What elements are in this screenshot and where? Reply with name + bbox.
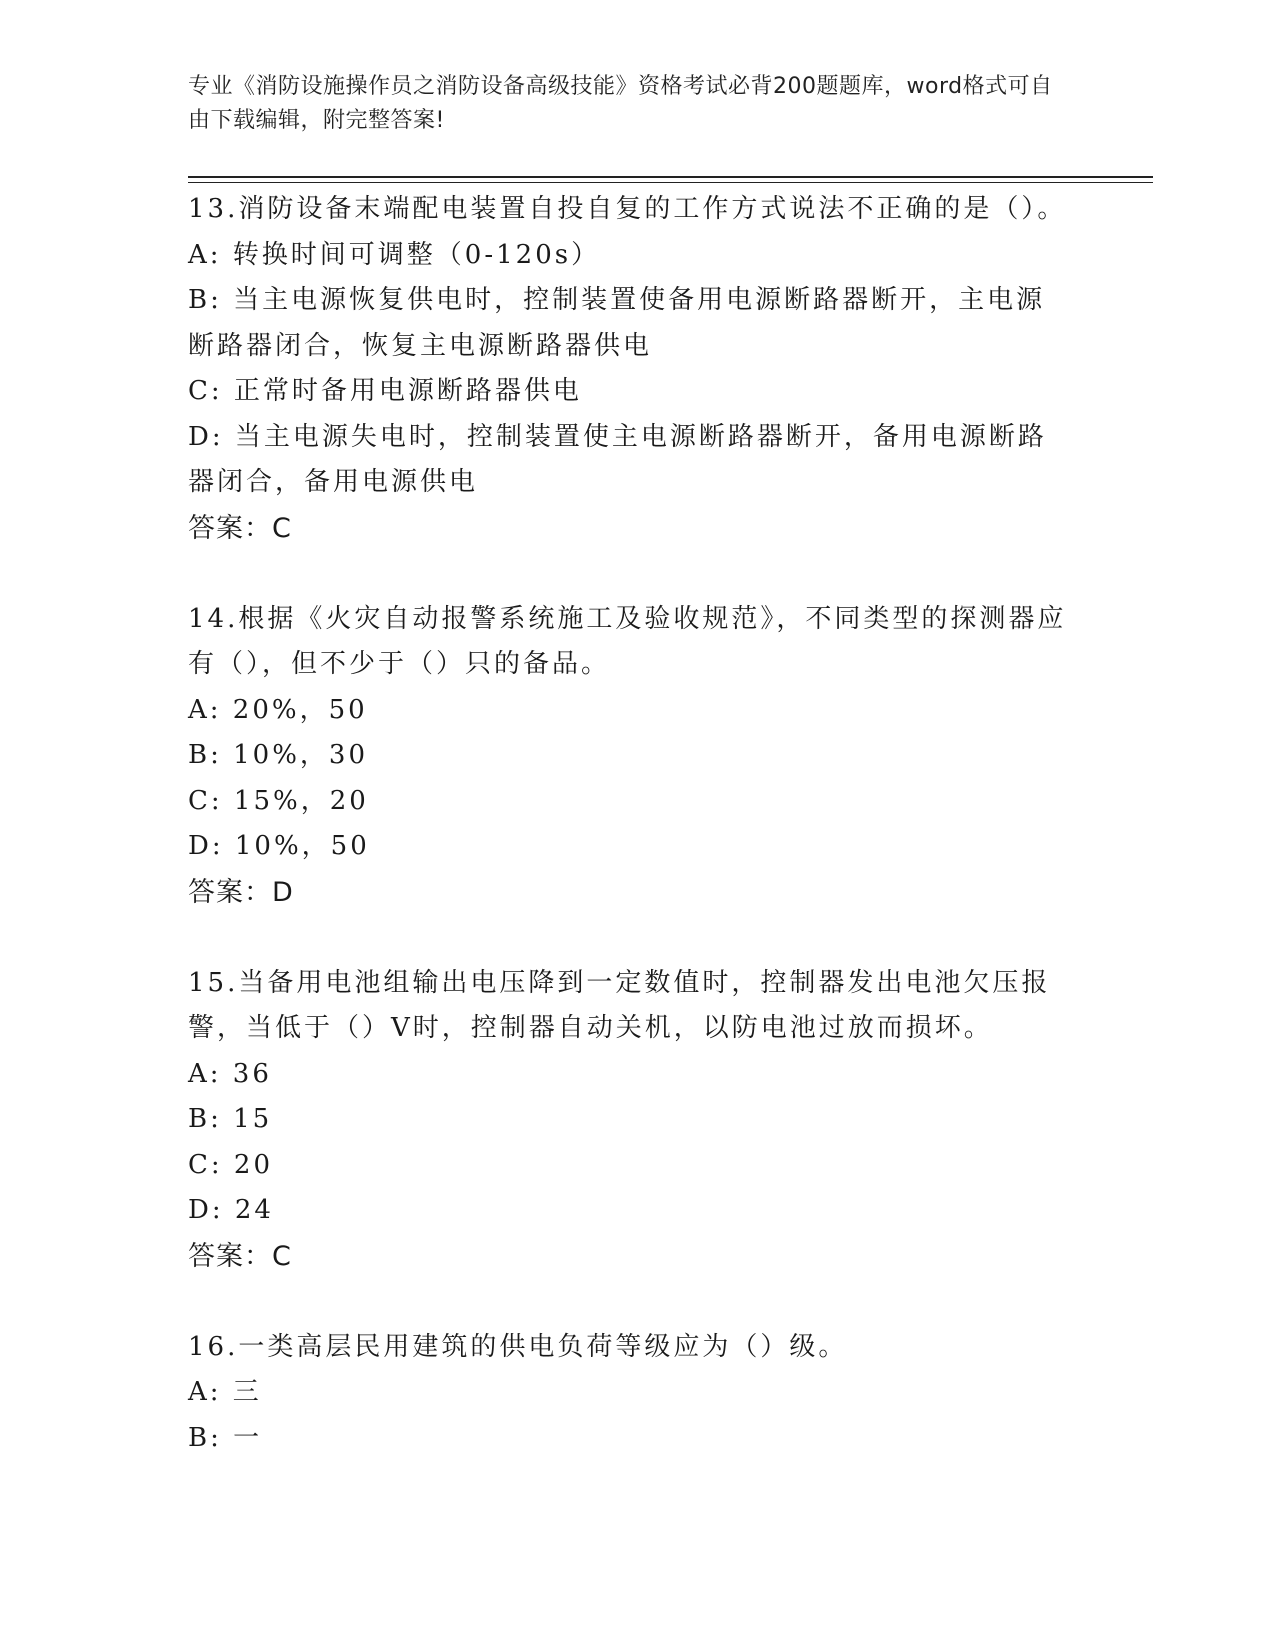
- option-c: C: 正常时备用电源断路器供电: [188, 376, 582, 406]
- question-14: [188, 597, 1068, 916]
- option-d: D: 当主电源失电时，控制装置使主电源断路器断开，备用电源断路器闭合，备用电源供电: [188, 421, 1047, 497]
- question-list: [188, 187, 1068, 1461]
- option-d: D: 10%，50: [188, 831, 370, 861]
- question-text: 14.根据《火灾自动报警系统施工及验收规范》，不同类型的探测器应有（），但不少于（）只的备品。: [188, 603, 1067, 679]
- question-15: [188, 961, 1068, 1280]
- question-text: 16.一类高层民用建筑的供电负荷等级应为（）级。: [188, 1331, 848, 1362]
- option-a: A: 三: [188, 1377, 262, 1407]
- option-b: B: 10%，30: [188, 740, 369, 770]
- option-c: C: 15%，20: [188, 785, 369, 816]
- question-text: 13.消防设备末端配电装置自投自复的工作方式说法不正确的是（）。: [188, 194, 1067, 224]
- question-text: 15.当备用电池组输出电压降到一定数值时，控制器发出电池欠压报警，当低于（）V时，控制器自动关机，以防电池过放而损坏。: [188, 967, 1051, 1043]
- option-a: A: 20%，50: [188, 694, 368, 725]
- answer-line: 答案：C: [188, 512, 292, 544]
- option-b: B: 当主电源恢复供电时，控制装置使备用电源断路器断开，主电源断路器闭合，恢复主电源断路器供电: [188, 285, 1046, 361]
- option-a: A: 36: [188, 1058, 272, 1089]
- option-b: B: 一: [188, 1422, 263, 1453]
- answer-line: 答案：D: [188, 876, 294, 908]
- question-13: [188, 187, 1068, 551]
- answer-line: 答案：C: [188, 1240, 292, 1272]
- header-rule-bottom: [188, 182, 1153, 183]
- header-rule-top: [188, 176, 1153, 178]
- document-header: 专业《消防设施操作员之消防设备高级技能》资格考试必背200题题库，word格式可自由下载编辑，附完整答案!: [188, 74, 1053, 133]
- option-a: A: 转换时间可调整（0-120s）: [188, 239, 601, 270]
- question-16: [188, 1325, 1068, 1462]
- option-b: B: 15: [188, 1104, 273, 1134]
- option-c: C: 20: [188, 1149, 274, 1180]
- option-d: D: 24: [188, 1195, 274, 1225]
